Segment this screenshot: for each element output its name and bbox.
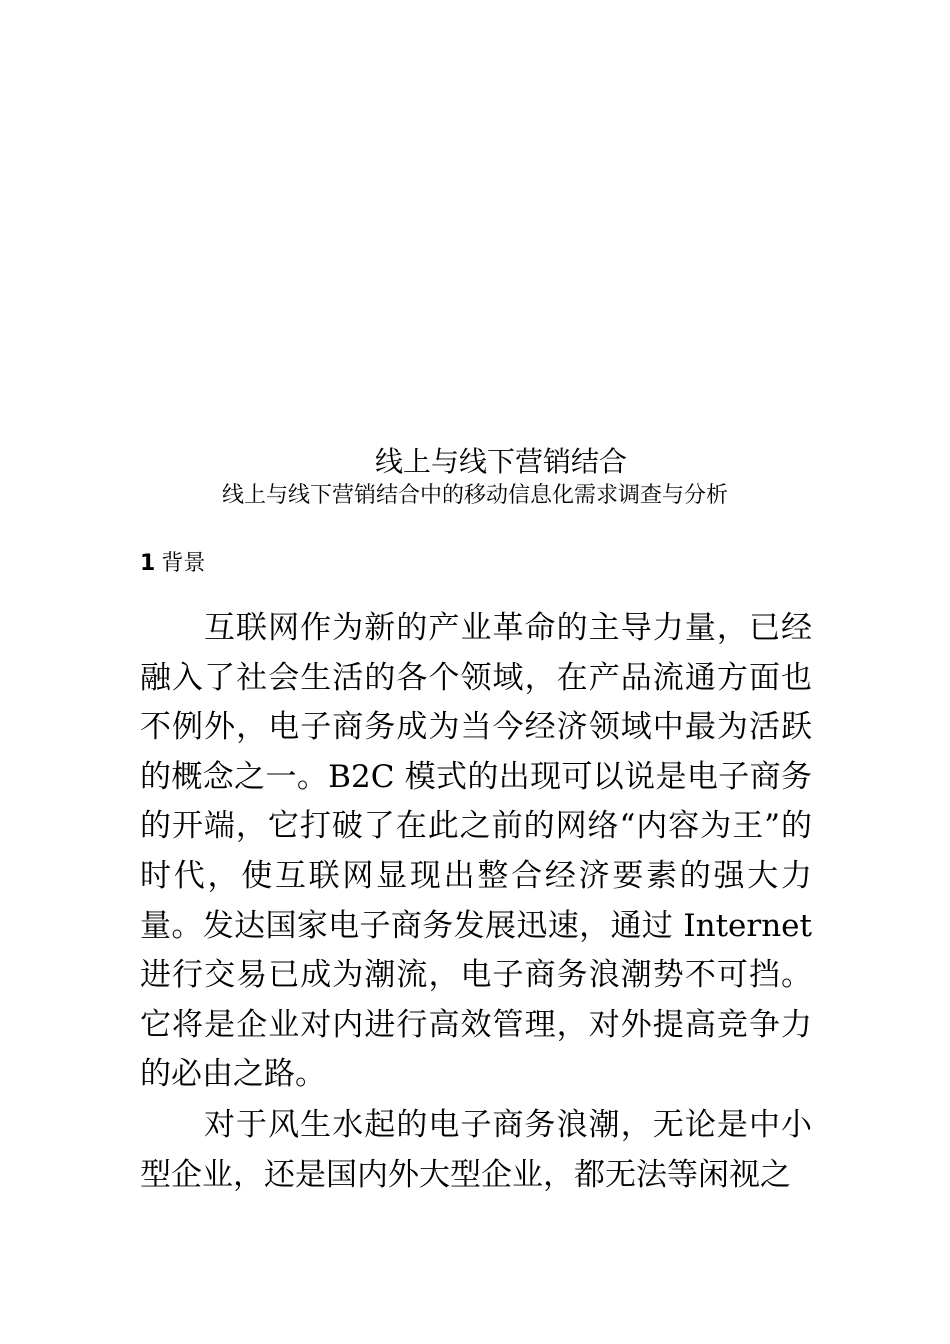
document-subtitle: 线上与线下营销结合中的移动信息化需求调查与分析 <box>221 483 728 508</box>
body-paragraph-1: 互联网作为新的产业革命的主导力量，已经融入了社会生活的各个领域，在产品流通方面也不例外，电子商务成为当今经济领域中最为活跃的概念之一。B2C 模式的出现可以说是电子商务的开端，它打破了在此之前的网络“内容为王”的时代，使互联网显现出整合经济要素的强大力量。发达国家电子商务发展迅速，通过 Internet 进行交易已成为潮流，电子商务浪潮势不可挡。它将是企业对内进行高效管理，对外提高竞争力的必由之路。 <box>140 610 812 1093</box>
section-number: 1 <box>140 551 156 576</box>
body-paragraph-2: 对于风生水起的电子商务浪潮，无论是中小型企业，还是国内外大型企业，都无法等闲视之 <box>140 1107 812 1193</box>
document-title: 线上与线下营销结合 <box>374 445 627 478</box>
section-heading <box>140 548 205 580</box>
section-heading-text: 背景 <box>161 551 206 576</box>
